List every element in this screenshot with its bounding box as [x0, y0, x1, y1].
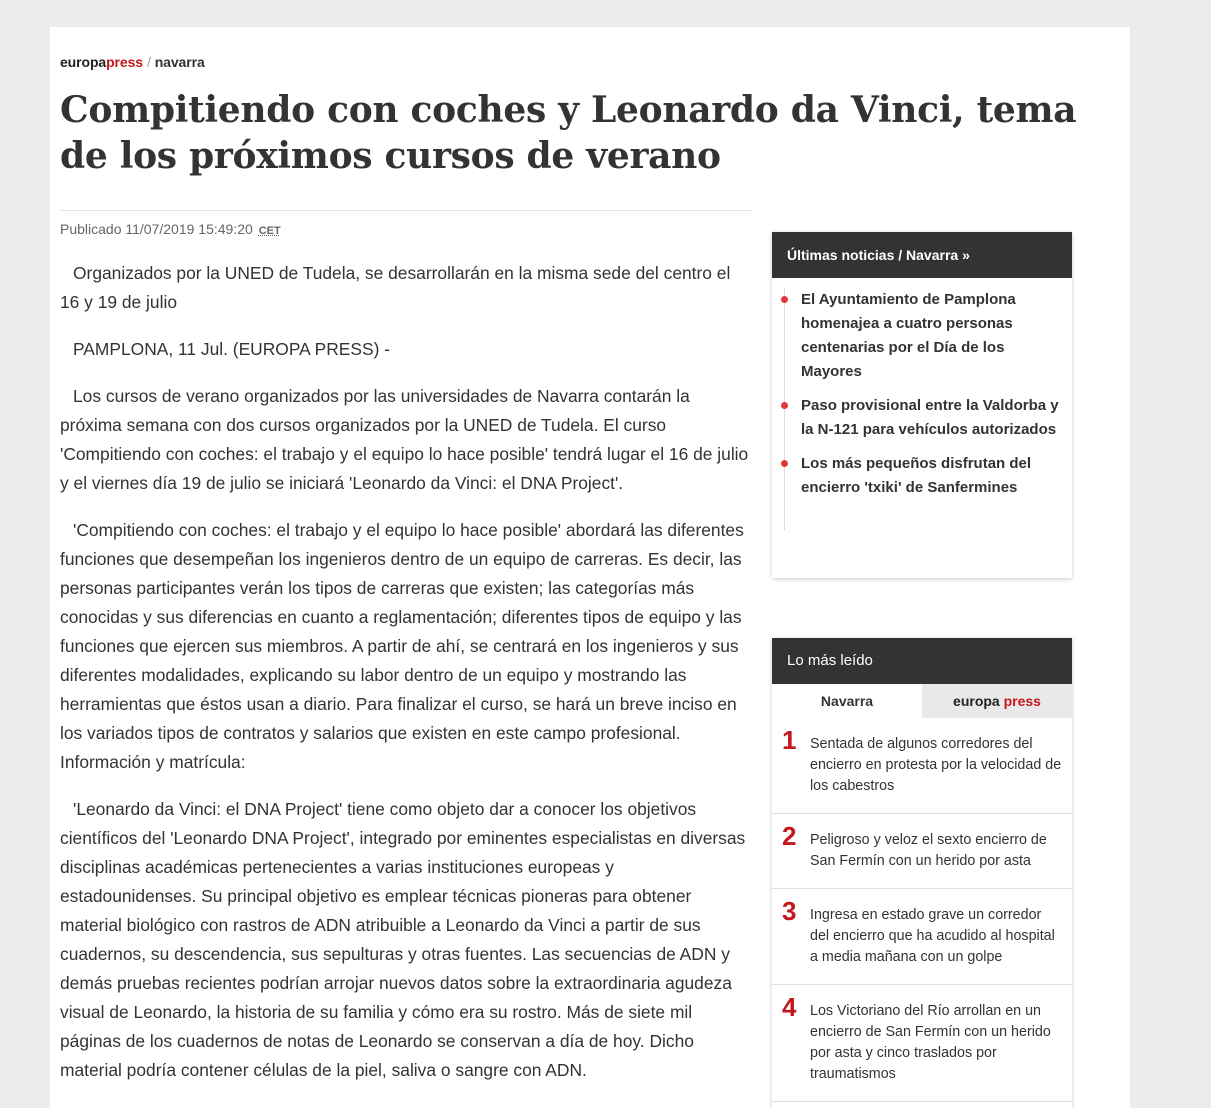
most-read-tabs	[772, 684, 1072, 718]
brand-text-europa: europa	[60, 54, 107, 70]
tab-europapress-label-a: europa	[953, 693, 1000, 709]
tab-navarra[interactable]: Navarra	[820, 693, 874, 709]
article-body	[60, 259, 752, 1103]
bullet-dot-icon	[781, 402, 788, 409]
rank-number: 2	[782, 821, 797, 851]
bullet-dot-icon	[781, 460, 788, 467]
latest-news-header-link[interactable]: Últimas noticias / Navarra »	[772, 232, 1072, 278]
most-read-item-title: Peligroso y veloz el sexto encierro de San Fermín con un herido por asta	[810, 832, 1047, 869]
rank-number: 4	[782, 992, 797, 1022]
latest-news-item[interactable]	[801, 452, 1072, 500]
breadcrumb-section-link[interactable]: navarra	[154, 54, 205, 70]
brand-logo-link[interactable]	[60, 54, 143, 70]
latest-news-item-title: Los más pequeños disfrutan del encierro 'txiki' de Sanfermines	[801, 455, 1032, 496]
publish-date-text: Publicado 11/07/2019 15:49:20	[60, 221, 253, 237]
latest-news-item[interactable]	[801, 288, 1072, 384]
headline-divider	[60, 210, 752, 211]
page	[50, 27, 1130, 1108]
article-dateline: PAMPLONA, 11 Jul. (EUROPA PRESS) -	[73, 339, 390, 359]
breadcrumb	[60, 54, 205, 70]
bullet-dot-icon	[781, 296, 788, 303]
most-read-widget	[772, 638, 1072, 1108]
most-read-item[interactable]	[772, 889, 1072, 985]
latest-news-widget	[772, 232, 1072, 578]
most-read-item[interactable]	[772, 718, 1072, 814]
article-paragraph: 'Leonardo da Vinci: el DNA Project' tiene como objeto dar a conocer los objetivos científicos del 'Leonardo DNA Project', integrado por eminentes especialistas en diversas disciplinas académicas pertenecientes a varias instituciones europeas y estadounidenses. Su principal objetivo es emplear técnicas pioneras para obtener material biológico con rastros de ADN atribuible a Leonardo da Vinci a partir de sus cuadernos, su descendencia, sus sepulturas y otras fuentes. Las secuencias de ADN y demás pruebas recientes podrían arrojar nuevos datos sobre la extraordinaria agudeza visual de Leonardo, la historia de su familia y cómo era su rostro. Más de siete mil páginas de los cuadernos de notas de Leonardo se conservan a día de hoy. Dicho material podría contener células de la piel, saliva o sangre con ADN.	[60, 799, 746, 1080]
rank-number: 3	[782, 896, 797, 926]
tab-europapress[interactable]	[922, 684, 1072, 718]
article-paragraph: Los cursos de verano organizados por las universidades de Navarra contarán la próxima semana con dos cursos organizados por la UNED de Tudela. El curso 'Compitiendo con coches: el trabajo y el equipo lo hace posible' tendrá lugar el 16 de julio y el viernes día 19 de julio se iniciará 'Leonardo da Vinci: el DNA Project'.	[60, 386, 749, 493]
most-read-item-title: Ingresa en estado grave un corredor del encierro que ha acudido al hospital a media mañana con un golpe	[810, 907, 1055, 965]
most-read-item[interactable]	[772, 985, 1072, 1102]
most-read-item-title: Sentada de algunos corredores del encierro en protesta por la velocidad de los cabestros	[810, 736, 1062, 794]
article-headline: Compitiendo con coches y Leonardo da Vinci, tema de los próximos cursos de verano	[60, 89, 1077, 177]
breadcrumb-separator: /	[146, 54, 151, 70]
article-paragraph: 'Compitiendo con coches: el trabajo y el equipo lo hace posible' abordará las diferentes funciones que desempeñan los ingenieros dentro de un equipo de carreras. Es decir, las personas participantes verán los tipos de carreras que existen; las categorías más conocidas y sus diferencias en cuanto a reglamentación; diferentes tipos de equipo y las funciones que ejercen sus miembros. A partir de ahí, se centrará en los ingenieros y sus diferentes modalidades, explicando su labor dentro de un equipo y mostrando las herramientas que éstos usan a diario. Para finalizar el curso, se hará un breve inciso en los variados tipos de contratos y salarios que existen en este campo profesional. Información y matrícula:	[60, 520, 744, 772]
article-lead: Organizados por la UNED de Tudela, se desarrollarán en la misma sede del centro el 16 y 19 de julio	[60, 263, 731, 312]
most-read-item-title: Los Victoriano del Río arrollan en un encierro de San Fermín con un herido por asta y cinco traslados por traumatismos	[810, 1003, 1051, 1082]
latest-news-item[interactable]	[801, 394, 1072, 442]
publish-date	[60, 221, 281, 237]
timezone-abbr: CET	[258, 225, 281, 237]
most-read-header: Lo más leído	[772, 638, 1072, 684]
latest-news-item-title: Paso provisional entre la Valdorba y la N-121 para vehículos autorizados	[801, 397, 1059, 438]
tab-europapress-label-b: press	[1003, 693, 1041, 709]
most-read-item[interactable]	[772, 814, 1072, 889]
latest-news-list	[784, 288, 1072, 530]
brand-text-press: press	[106, 54, 143, 70]
latest-news-item-title: El Ayuntamiento de Pamplona homenajea a cuatro personas centenarias por el Día de los Mayores	[801, 291, 1016, 380]
rank-number: 1	[782, 725, 797, 755]
